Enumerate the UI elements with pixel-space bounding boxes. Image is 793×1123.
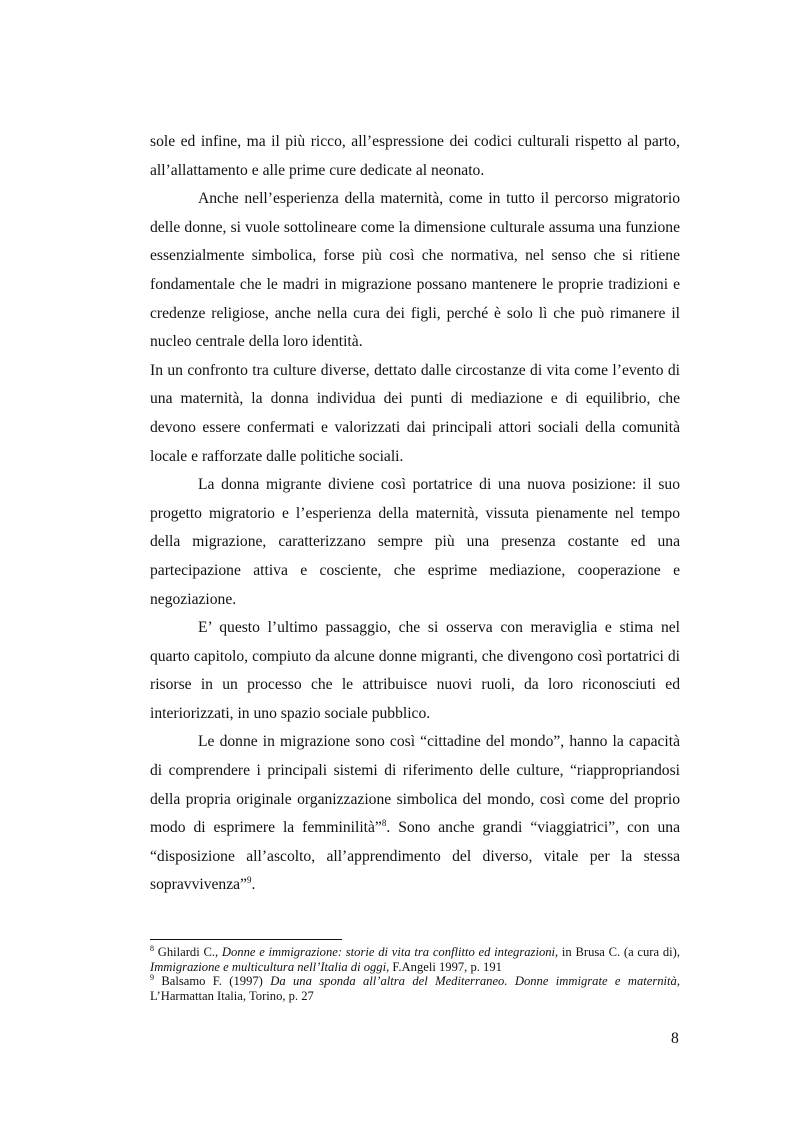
footnote-separator	[150, 939, 342, 940]
footnote-title: Da una sponda all’altra del Mediterraneo. Donne immigrate e maternità	[270, 974, 677, 989]
footnote-number: 8	[150, 943, 154, 953]
page-number: 8	[671, 1030, 679, 1047]
footnote-text: , L’Harmattan Italia, Torino, p. 27	[150, 974, 680, 1003]
body-text	[150, 128, 680, 900]
footnote-text: F.Angeli 1997, p. 191	[389, 959, 502, 974]
footnote-author: Ghilardi C.,	[154, 945, 222, 959]
paragraph: E’ questo l’ultimo passaggio, che si osserva con meraviglia e stima nel quarto capitolo, compiuto da alcune donne migranti, che divengono così portatrici di risorse in un processo che le attribuisce nuovi ruoli, da loro riconosciuti ed interiorizzati, in uno spazio sociale pubblico.	[150, 619, 680, 722]
paragraph: In un confronto tra culture diverse, dettato dalle circostanze di vita come l’evento di una maternità, la donna individua dei punti di mediazione e di equilibrio, che devono essere confermati e valorizzati dai principali attori sociali della comunità locale e rafforzate dalle politiche sociali.	[150, 361, 680, 465]
footnotes	[150, 945, 680, 1003]
footnote	[150, 945, 680, 974]
paragraph-text: Le donne in migrazione sono così “cittadine del mondo”, hanno la capacità di comprendere i principali sistemi di riferimento delle culture, “riappropriandosi della propria originale organizzazione simbolica del mondo, così come del proprio modo di esprimere la femminilità”	[150, 733, 680, 837]
footnote	[150, 974, 680, 1003]
paragraph: La donna migrante diviene così portatrice di una nuova posizione: il suo progetto migratorio e l’esperienza della maternità, vissuta pienamente nel tempo della migrazione, caratterizzano sempre più una presenza costante ed una partecipazione attiva e cosciente, che esprime mediazione, cooperazione e negoziazione.	[150, 476, 680, 608]
footnote-number: 9	[150, 973, 154, 982]
paragraph: sole ed infine, ma il più ricco, all’espressione dei codici culturali rispetto al parto, all’allattamento e alle prime cure dedicate al neonato.	[150, 133, 680, 179]
footnote-reference[interactable]: 8	[381, 818, 387, 829]
footnote-text: in Brusa C. (a cura di),	[558, 945, 680, 959]
paragraph: Anche nell’esperienza della maternità, come in tutto il percorso migratorio delle donne, si vuole sottolineare come la dimensione culturale assuma una funzione essenzialmente simbolica, forse più così che normativa, nel senso che si ritiene fondamentale che le madri in migrazione possano mantenere le proprie tradizioni e credenze religiose, anche nella cura dei figli, perché è solo lì che può rimanere il nucleo centrale della loro identità.	[150, 190, 680, 351]
footnote-author: Balsamo F. (1997)	[154, 974, 271, 989]
paragraph-text: . Sono anche grandi “viaggiatrici”, con una “disposizione all’ascolto, all’apprendimento del diverso, vitale per la stessa sopravvivenza”	[150, 819, 680, 894]
footnote-reference[interactable]: 9	[246, 875, 252, 886]
paragraph	[150, 728, 680, 900]
footnote-title: Immigrazione e multicultura nell’Italia di oggi,	[150, 959, 390, 974]
paragraph-text: .	[251, 876, 256, 894]
footnote-title: Donne e immigrazione: storie di vita tra conflitto ed integrazioni,	[221, 945, 559, 959]
